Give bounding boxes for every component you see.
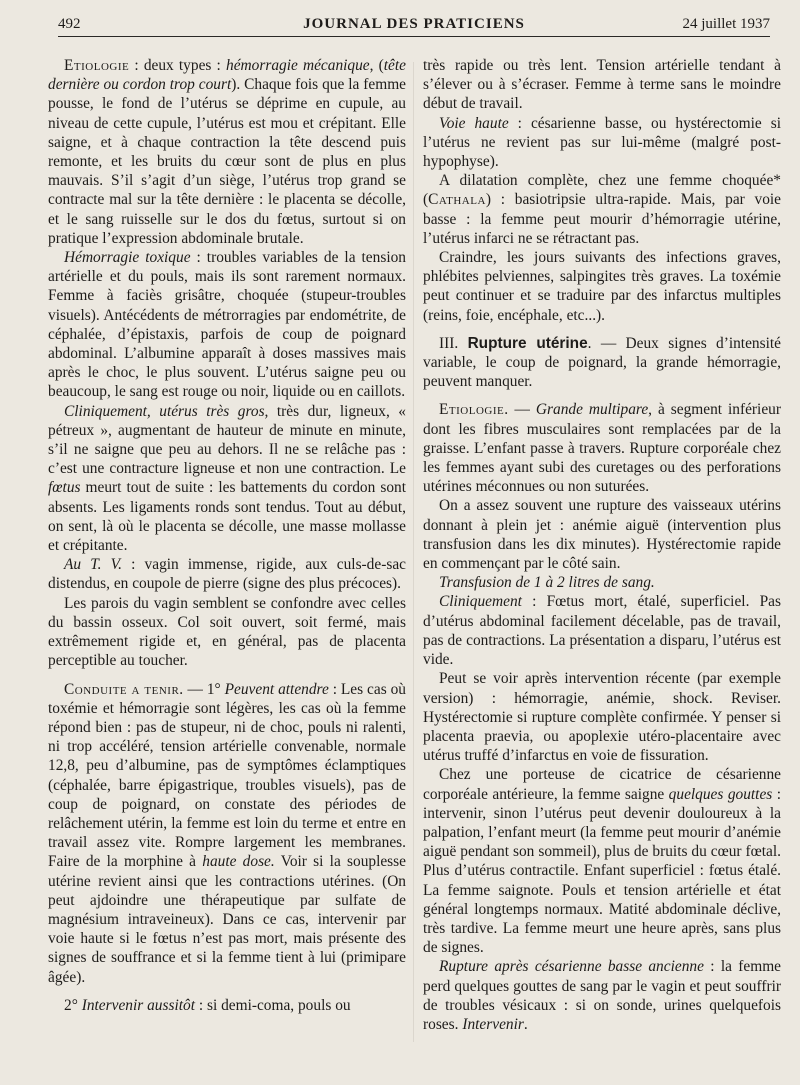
text-run: : troubles variables de la tension artérielle et du pouls, mais ils sont rarement normaux. Femme à faciès grisâtre, choquée (stupeur-troubles visuels). Antécédents de métrorragies par endométrite, de céphalée, d’épistaxis, parfois de coup de poignard abdominal. L’albumine apparaît à doses massives mais après le choc, le plus souvent. L’utérus saigne peu ou beaucoup, le sang est rouge ou noir, liquide ou en caillots. xyxy=(48,249,406,401)
page-header xyxy=(58,14,770,37)
emphasis: fœtus xyxy=(48,479,81,497)
emphasis: Intervenir xyxy=(462,1015,524,1033)
emphasis: Au T. V. xyxy=(64,556,122,574)
text-run: — 1° xyxy=(183,680,225,698)
text-run: Voir si la souplesse utérine revient ainsi que les contractions utérines. (On peut ajdoindre une thérapeutique par sulfate de magnésium intraveineux). Dans ce cas, intervenir par voie haute si le fœtus n’est pas mort, mais présente des signes de souffrance et si la femme tient à lui (primipare âgée). xyxy=(48,853,406,986)
paragraph-dilatation xyxy=(423,171,781,248)
paragraph-craindre: Craindre, les jours suivants des infections graves, phlébites pelviennes, salpingites très graves. La toxémie peut continuer et se traduire par des infarctus multiples (reins, foie, encéphale, etc...). xyxy=(423,249,781,324)
paragraph-hemorragie-toxique xyxy=(48,248,406,402)
section-label: Etiologie xyxy=(64,57,130,74)
paragraph-tv xyxy=(48,555,406,593)
text-run: A dilatation complète, chez une femme choquée* ( xyxy=(423,172,781,209)
column-divider xyxy=(413,62,414,1042)
emphasis: hémorragie mécanique xyxy=(226,57,370,74)
emphasis: Peuvent attendre xyxy=(224,680,329,698)
text-run: meurt tout de suite : les battements du cordon sont absents. Les ligaments ronds sont tendus. Tout au début, on sent, là où le placenta se décolle, une masse mollasse et crépitante. xyxy=(48,479,406,555)
text-run: — xyxy=(508,401,536,419)
paragraph-continuation: très rapide ou très lent. Tension artérielle tendant à s’élever ou à s’écraser. Femme à terme sans le moindre début de travail. xyxy=(423,57,781,113)
author-name: Cathala xyxy=(428,191,486,209)
page-number: 492 xyxy=(58,16,81,32)
text-run: : intervenir, sinon l’utérus peut devenir douloureux à la palpation, l’enfant meurt (la femme peut mourir d’anémie aiguë pendant son sommeil), plus de bruits du cœur fœtal. Plus d’utérus contractile. Enfant superficiel : fœtus étalé. La femme saignote. Pouls et tension artérielle et état général longtemps normaux. Matité abdominale déclive, très tardive. La femme meurt une heure après, sans plus de signes. xyxy=(423,785,781,957)
section-title: Rupture utérine xyxy=(467,334,588,352)
emphasis: haute dose. xyxy=(202,853,275,871)
text-run: ). Chaque fois que la femme pousse, le fond de l’utérus se déprime en cupule, au niveau de cette cupule, l’utérus est mou et crépitant. Elle saigne, et à chaque contraction la tête descend puis remonte, et les bruits du cœur sont de plus en plus mauvais. S’il s’agit d’un siège, l’utérus trop grand se contracte mal sur la tête dernière : le placenta se décolle, et le sang ruisselle sur le dos du fœtus, surtout si on pratique l’expression abdominale brutale. xyxy=(48,76,406,247)
right-column xyxy=(423,56,781,1034)
paragraph-cliniquement-rupture xyxy=(423,592,781,669)
emphasis: Voie haute xyxy=(439,114,509,132)
emphasis: Cliniquement xyxy=(439,593,522,611)
paragraph-transfusion xyxy=(423,573,781,592)
text-run: : césarienne basse, ou hystérectomie si l’utérus ne revient pas sur lui-même (malgré post-hypophyse). xyxy=(423,114,781,171)
paragraph-voie-haute xyxy=(423,114,781,172)
text-run: , ( xyxy=(369,57,384,74)
section-number: III. xyxy=(439,334,468,352)
text-run: , à segment inférieur dont les fibres musculaires sont remplacées par de la graisse. L’enfant passe à travers. Rupture corporéale chez les femmes ayant subi des curetages ou des perforations utérines méconnues ou non suturées. xyxy=(423,401,781,496)
emphasis: Cliniquement, utérus très gros, xyxy=(64,402,269,420)
paragraph-parois: Les parois du vagin semblent se confondre avec celles du bassin osseux. Col soit ouvert, soit fermé, mais extrêmement rigide et, en général, pas de placenta perceptible au toucher. xyxy=(48,594,406,670)
paragraph-vaisseaux: On a assez souvent une rupture des vaisseaux utérins donnant à plein jet : anémie aiguë (intervention plus transfusion dans les dix minutes). Hystérectomie rapide en commençant par le côté sain. xyxy=(423,497,781,573)
text-run: : Fœtus mort, étalé, superficiel. Pas d’utérus abdominal facilement décelable, pas de travail, pas de contractions. La présentation a disparu, l’utérus est vide. xyxy=(423,593,781,669)
paragraph-cesarienne-basse xyxy=(423,957,781,1034)
issue-date: 24 juillet 1937 xyxy=(682,16,770,32)
paragraph-conduite xyxy=(48,680,406,987)
paragraph-cliniquement xyxy=(48,402,406,556)
paragraph-intervenir xyxy=(48,996,406,1015)
emphasis: Intervenir aussitôt xyxy=(81,996,195,1014)
emphasis: tête dernière ou cordon trop court xyxy=(48,57,406,94)
text-run: très dur, ligneux, « pétreux », augmentant de hauteur de minute en minute, s’il ne saigne que peu au dehors. Il ne se relâche pas : c’est une contracture ligneuse et non une contraction. Le xyxy=(48,402,406,478)
paragraph-etiologie-rupture xyxy=(423,400,781,496)
paragraph-rupture-uterine xyxy=(423,334,781,392)
text-run: Chez une porteuse de cicatrice de césarienne corporéale antérieure, la femme saigne xyxy=(423,766,781,803)
text-run: : Les cas où toxémie et hémorragie sont légères, les cas où la femme répond bien : pas de stupeur, ni de choc, pouls ni ralenti, ni trop accéléré, tension artérielle convenable, normale 12,8, peu d’albumine, pas de symptômes éclamptiques (céphalée, barre épigastrique, troubles visuels), pas de coup de poignard, on constate des périodes de relâchement utérin, la femme est loin du terme et entre en travail assez vite. Rompre largement les membranes. Faire de la morphine à xyxy=(48,680,406,871)
paragraph-etiologie xyxy=(48,56,406,248)
section-label: Etiologie. xyxy=(439,401,509,419)
emphasis: quelques gouttes xyxy=(668,785,773,803)
text-run: : deux types : xyxy=(129,57,226,74)
section-label: Conduite a tenir. xyxy=(64,680,184,698)
text-run: : la femme perd quelques gouttes de sang par le vagin et peut souffrir de troubles vésicaux : si on sonde, urines quelquefois roses. xyxy=(423,958,781,1033)
left-column xyxy=(48,56,406,1015)
emphasis: Hémorragie toxique xyxy=(64,249,191,267)
journal-title: JOURNAL DES PRATICIENS xyxy=(303,16,525,32)
emphasis: Transfusion de 1 à 2 litres de sang. xyxy=(439,574,655,592)
text-run: ) : basiotripsie ultra-rapide. Mais, par voie basse : la femme peut mourir d’hémorragie utérine, l’utérus infarci ne se rétractant pas. xyxy=(423,191,781,247)
text-run: . xyxy=(523,1015,528,1033)
emphasis: Grande multipare xyxy=(535,401,649,419)
text-run: . — Deux signes d’intensité variable, le coup de poignard, la grande hémorragie, peuvent manquer. xyxy=(423,334,781,391)
paragraph-cicatrice xyxy=(423,765,781,957)
text-run: : si demi-coma, pouls ou xyxy=(194,996,351,1014)
text-run: : vagin immense, rigide, aux culs-de-sac distendus, en coupole de pierre (signe des plus précoces). xyxy=(48,556,406,593)
text-run: 2° xyxy=(64,996,82,1014)
paragraph-intervention-recente: Peut se voir après intervention récente (par exemple version) : hémorragie, anémie, shock. Reviser. Hystérectomie si rupture complète confirmée. Y penser si placenta praevia, ou apoplexie utéro-placentaire avec utérus truffé d’infarctus en voie de fissuration. xyxy=(423,670,781,765)
emphasis: Rupture après césarienne basse ancienne xyxy=(439,958,704,976)
